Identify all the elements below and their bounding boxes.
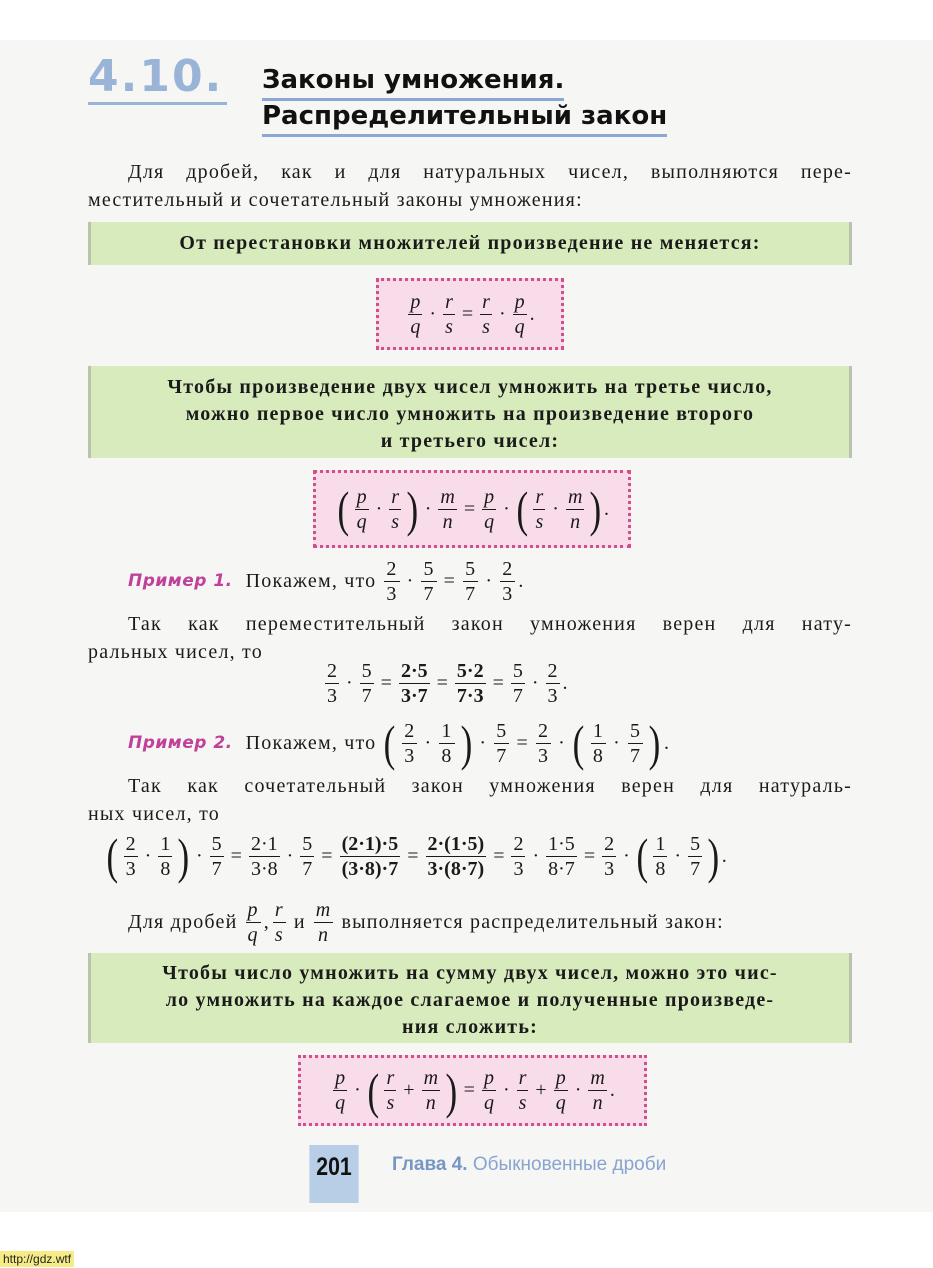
fraction [340, 833, 401, 880]
example-2-text [88, 772, 852, 828]
formula [330, 1062, 615, 1119]
numerator: 2 [547, 659, 558, 682]
math-operator: · [532, 844, 540, 867]
denominator: 3·(8·7) [427, 857, 485, 880]
denominator: 3 [513, 857, 524, 880]
numerator: p [514, 290, 525, 313]
rule-box-commutative [88, 222, 852, 265]
fraction [300, 833, 314, 880]
math-operator: · [424, 497, 432, 520]
example-lead: Покажем, что [245, 732, 377, 754]
math-operator: . [721, 844, 727, 867]
fraction [408, 291, 422, 338]
rule-text: ния сложить: [402, 1016, 538, 1038]
section-number: 4.10. [88, 52, 227, 105]
example-2-proof [104, 828, 727, 884]
math-operator: + [535, 1079, 547, 1101]
math-operator: · [144, 844, 152, 867]
math-operator: = [321, 844, 333, 867]
formula [405, 291, 534, 338]
text-line: Так как сочетательный закон умножения верен для натураль- [128, 775, 852, 797]
fraction [536, 720, 551, 767]
numerator: m [567, 485, 583, 508]
numerator: 5 [512, 659, 523, 682]
fraction [511, 833, 525, 880]
denominator: s [274, 923, 284, 946]
left-paren: ( [337, 481, 350, 537]
fraction [325, 660, 339, 707]
fraction [426, 833, 487, 880]
fraction [249, 833, 280, 880]
denominator: n [422, 1090, 440, 1114]
fraction [402, 720, 417, 767]
numerator: r [518, 1067, 527, 1089]
denominator: 3·7 [400, 684, 428, 707]
numerator: 5 [211, 832, 222, 855]
fraction [688, 833, 702, 880]
denominator: s [386, 1092, 395, 1114]
math-operator: = [461, 302, 474, 325]
denominator: n [314, 922, 334, 946]
numerator: r [391, 485, 400, 508]
fraction [210, 833, 224, 880]
fraction [273, 899, 286, 946]
math-operator: · [424, 732, 433, 754]
numerator: 5 [423, 557, 435, 580]
fraction [333, 1067, 347, 1114]
left-paren: ( [367, 1062, 379, 1119]
fraction [480, 291, 492, 338]
fraction [399, 660, 430, 707]
math-operator: = [436, 671, 448, 694]
numerator: m [440, 485, 455, 508]
math-operator: . [518, 570, 525, 592]
denominator: q [247, 923, 259, 946]
fraction [482, 1067, 496, 1114]
denominator: 7 [423, 582, 435, 605]
numerator: 1 [441, 719, 453, 742]
fraction [314, 899, 334, 946]
formula [335, 481, 610, 537]
math-operator: · [503, 497, 510, 520]
parenthesized-group [514, 481, 604, 537]
denominator: 7 [465, 582, 477, 605]
math-operator: = [407, 844, 419, 867]
left-paren: ( [516, 481, 528, 537]
denominator: n [438, 509, 456, 533]
numerator: 2 [513, 832, 524, 855]
denominator: s [482, 315, 490, 338]
intro-paragraph [88, 158, 852, 214]
fraction [246, 899, 261, 946]
math-operator: = [230, 844, 242, 867]
numerator: (2·1)·5 [341, 832, 399, 855]
text-line: Для дробей, как и для натуральных чисел, выполняются пере- [128, 161, 852, 183]
numerator: p [356, 485, 367, 508]
denominator: 7 [496, 744, 508, 767]
denominator: q [514, 315, 525, 338]
denominator: 3 [404, 744, 416, 767]
denominator: 7 [512, 684, 523, 707]
denominator: 7 [211, 857, 222, 880]
denominator: 8·7 [548, 857, 575, 880]
denominator: 8 [160, 857, 171, 880]
math-operator: = [463, 1079, 475, 1101]
math-operator: . [604, 497, 610, 520]
denominator: 3 [537, 744, 550, 767]
numerator: m [423, 1067, 439, 1089]
math-operator: . [562, 671, 568, 694]
numerator: m [590, 1067, 605, 1089]
fraction [384, 558, 399, 605]
numerator: p [483, 1067, 494, 1089]
numerator: r [445, 290, 453, 313]
text-fragment: и [293, 911, 306, 933]
fraction [360, 660, 374, 707]
parenthesized-group [104, 828, 192, 884]
rule-box-associative [88, 366, 852, 458]
example-2-header [128, 716, 670, 770]
denominator: 7 [629, 744, 642, 767]
numerator: 2 [327, 659, 337, 682]
chapter-number: Глава 4. [392, 1154, 468, 1175]
denominator: 8 [441, 744, 453, 767]
numerator: 2 [386, 557, 398, 580]
fraction [463, 558, 478, 605]
rule-text: можно первое число умножить на произведение второго [185, 403, 755, 425]
numerator: 2 [502, 557, 514, 580]
text-fragment: выполняется распределительный закон: [341, 911, 724, 933]
numerator: p [484, 485, 495, 508]
fraction [546, 660, 560, 707]
rule-text: Чтобы число умножить на сумму двух чисел, можно это чис- [162, 962, 778, 984]
denominator: q [410, 315, 421, 338]
numerator: 1·5 [548, 832, 575, 855]
section-title-line-2: Распределительный закон [262, 100, 667, 137]
numerator: 2 [604, 832, 615, 855]
math-operator: = [516, 732, 529, 754]
watermark-link[interactable]: http://gdz.wtf [0, 1251, 74, 1267]
parenthesized-group [570, 715, 664, 771]
math-operator: = [380, 671, 392, 694]
denominator: 8 [592, 744, 605, 767]
numerator: r [535, 485, 544, 508]
right-paren: ) [445, 1062, 458, 1119]
fraction [554, 1067, 568, 1114]
text-fragment: Для дробей [128, 911, 238, 933]
numerator: r [274, 898, 284, 921]
denominator: 3 [547, 684, 558, 707]
math-operator: · [406, 570, 415, 592]
numerator: 2·1 [250, 832, 278, 855]
math-operator: · [613, 732, 621, 754]
denominator: 7 [361, 684, 372, 707]
denominator: n [566, 509, 584, 533]
denominator: 3·8 [250, 857, 278, 880]
fraction [389, 486, 401, 533]
parenthesized-group [381, 715, 475, 771]
right-paren: ) [177, 828, 190, 884]
running-footer [392, 1154, 666, 1176]
math-operator: · [558, 732, 567, 754]
fraction [588, 1067, 606, 1114]
numerator: 5 [496, 719, 508, 742]
rule-text: От перестановки множителей произведение не меняется: [179, 232, 761, 254]
fraction [546, 833, 577, 880]
fraction [455, 660, 486, 707]
rule-text: Чтобы произведение двух чисел умножить на третье число, [167, 376, 773, 398]
denominator: q [484, 510, 495, 533]
distributive-intro [123, 896, 729, 948]
math-operator: · [479, 732, 488, 754]
math-operator: = [463, 497, 476, 520]
fraction [482, 486, 496, 533]
parenthesized-group [634, 828, 722, 884]
numerator: 2 [404, 719, 416, 742]
numerator: 1 [655, 832, 666, 855]
fraction [439, 720, 454, 767]
denominator: 3 [386, 582, 398, 605]
math-operator: + [403, 1079, 415, 1101]
numerator: p [410, 290, 421, 313]
fraction [653, 833, 667, 880]
math-operator: = [493, 844, 505, 867]
math-operator: · [623, 844, 630, 867]
fraction [500, 558, 515, 605]
rule-box-distributive [88, 953, 852, 1043]
denominator: n [588, 1090, 606, 1114]
math-operator: = [583, 844, 596, 867]
denominator: 8 [655, 857, 666, 880]
numerator: 1 [592, 719, 605, 742]
denominator: 3 [327, 684, 337, 707]
numerator: p [335, 1067, 346, 1089]
parenthesized-group [365, 1062, 460, 1119]
math-operator: . [529, 302, 535, 325]
numerator: 5·2 [456, 659, 484, 682]
numerator: 1 [160, 832, 171, 855]
fraction [628, 720, 643, 767]
example-1-proof [322, 658, 568, 708]
math-operator: · [531, 671, 539, 694]
fraction [355, 486, 369, 533]
right-paren: ) [589, 481, 602, 537]
denominator: s [445, 315, 453, 338]
left-paren: ( [106, 828, 119, 884]
example-label: Пример 1. [128, 571, 233, 591]
fraction [384, 1067, 396, 1114]
parenthesized-group [335, 481, 421, 537]
fraction [566, 486, 584, 533]
math-operator: · [346, 671, 353, 694]
denominator: q [356, 510, 367, 533]
math-operator: · [502, 1079, 510, 1101]
formula-box-associative [313, 470, 631, 548]
right-paren: ) [406, 481, 419, 537]
math-operator: · [286, 844, 294, 867]
denominator: s [518, 1092, 527, 1114]
numerator: p [555, 1067, 566, 1089]
math-operator: · [552, 497, 559, 520]
math-operator: · [674, 844, 682, 867]
left-paren: ( [572, 715, 586, 771]
example-lead: Покажем, что [245, 570, 377, 592]
math-operator: · [429, 302, 437, 325]
numerator: 5 [465, 557, 477, 580]
fraction [158, 833, 172, 880]
text-line: ральных чисел, то [88, 641, 263, 663]
math-operator: · [195, 844, 203, 867]
example-claim [381, 558, 524, 605]
formula-box-distributive [298, 1055, 647, 1126]
fraction [591, 720, 606, 767]
math-operator: · [485, 570, 494, 592]
numerator: 5 [629, 719, 642, 742]
numerator: 2·5 [400, 659, 428, 682]
denominator: 7 [302, 857, 313, 880]
denominator: q [335, 1092, 346, 1114]
numerator: m [315, 898, 332, 921]
chapter-title: Обыкновенные дроби [472, 1154, 667, 1175]
math-operator: · [574, 1079, 582, 1101]
math-operator: = [492, 671, 504, 694]
fraction [421, 558, 436, 605]
fraction [511, 660, 525, 707]
denominator: 3 [604, 857, 615, 880]
numerator: 2 [537, 719, 550, 742]
numerator: 2 [125, 832, 136, 855]
fraction [438, 486, 456, 533]
math-operator: . [664, 732, 671, 754]
fraction [602, 833, 616, 880]
right-paren: ) [648, 715, 662, 771]
right-paren: ) [707, 828, 720, 884]
fraction [517, 1067, 529, 1114]
numerator: 2·(1·5) [427, 832, 485, 855]
denominator: 3 [125, 857, 136, 880]
page-number: 201 [309, 1145, 358, 1203]
fraction [494, 720, 509, 767]
math-operator: · [375, 497, 383, 520]
denominator: (3·8)·7 [341, 857, 399, 880]
text-line: Так как переместительный закон умножения верен для нату- [128, 613, 852, 635]
math-operator: = [443, 570, 457, 592]
left-paren: ( [384, 715, 397, 771]
fraction [422, 1067, 440, 1114]
rule-text: и третьего чисел: [380, 430, 560, 452]
text-line: местительный и сочетательный законы умножения: [88, 189, 583, 211]
fraction [124, 833, 138, 880]
fraction [443, 291, 455, 338]
denominator: s [391, 510, 400, 533]
denominator: q [555, 1092, 566, 1114]
right-paren: ) [460, 715, 473, 771]
denominator: q [483, 1092, 494, 1114]
math-operator: · [498, 302, 506, 325]
example-label: Пример 2. [128, 733, 233, 753]
numerator: r [386, 1067, 395, 1089]
fraction [533, 486, 545, 533]
math-operator: , [263, 911, 270, 933]
text-line: ных чисел, то [88, 803, 220, 825]
math-operator: . [609, 1079, 615, 1101]
denominator: 7 [690, 857, 701, 880]
left-paren: ( [636, 828, 648, 884]
example-1-header [128, 556, 525, 606]
numerator: 5 [361, 659, 372, 682]
denominator: 3 [502, 582, 514, 605]
numerator: 5 [302, 832, 313, 855]
section-title-line-1: Законы умножения. [262, 64, 564, 101]
rule-text: ло умножить на каждое слагаемое и полученные произведе- [165, 989, 775, 1011]
numerator: r [482, 290, 490, 313]
numerator: p [247, 898, 259, 921]
denominator: s [535, 510, 544, 533]
numerator: 5 [690, 832, 701, 855]
denominator: 7·3 [456, 684, 484, 707]
fraction [513, 291, 527, 338]
formula-box-commutative [376, 278, 564, 350]
example-claim [381, 715, 671, 771]
math-operator: · [354, 1079, 361, 1101]
